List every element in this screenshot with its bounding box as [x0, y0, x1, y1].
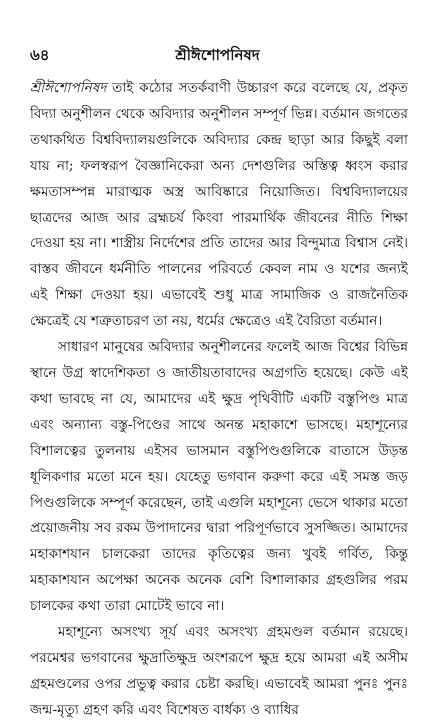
paragraph-text: তাই কঠোর সতর্কবাণী উচ্চারণ করে বলেছে যে, প্রকৃত বিদ্যা অনুশীলন থেকে অবিদ্যার অনুশীলন সম্পূর্ণ ভিন্ন। বর্তমান জগতের তথাকথিত বিশ্ববিদ্যালয়গুলিকে অবিদ্যার কেন্দ্র ছাড়া আর কিছুই বলা যায় না; ফলস্বরূপ বৈজ্ঞানিকেরা অন্য দেশগুলির অস্তিত্ব ধ্বংস করার ক্ষমতাসম্পন্ন মারাত্মক অস্ত্র আবিষ্কারে নিয়োজিত। বিশ্ববিদ্যালয়ের ছাত্রদের আজ আর ব্রহ্মচর্য কিংবা পারমার্থিক জীবনের নীতি শিক্ষা দেওয়া হয় না। শাস্ত্রীয় নির্দেশের প্রতি তাদের আর বিন্দুমাত্র বিশ্বাস নেই। বাস্তব জীবনে ধর্মনীতি পালনের পরিবর্তে কেবল নাম ও যশের জন্যই এই শিক্ষা দেওয়া হয়। এভাবেই শুধু মাত্র সামাজিক ও রাজনৈতিক ক্ষেত্রেই যে শত্রুতাচরণ তা নয়, ধর্মের ক্ষেত্রেও এই বৈরিতা বর্তমান। [30, 80, 408, 330]
paragraph-text: মহাশূন্যে অসংখ্য সূর্য এবং অসংখ্য গ্রহমণ্ডল বর্তমান রয়েছে। পরমেশ্বর ভগবানের ক্ষুদ্রাতিক্ষুদ্র অংশরূপে ক্ষুদ্র হয়ে আমরা এই অসীম গ্রহমণ্ডলের ওপর প্রভুত্ব করার চেষ্টা করছি। এভাবেই আমরা পুনঃ পুনঃ জন্ম-মৃত্যু গ্রহণ করি এবং বিশেষত বার্ধক্য ও ব্যাধির [30, 624, 408, 718]
page-header [30, 44, 405, 66]
paragraph [30, 335, 408, 620]
paragraph-text: সাধারণ মানুষের অবিদ্যার অনুশীলনের ফলেই আজ বিশ্বের বিভিন্ন স্থানে উগ্র স্বাদেশিকতা ও জাতীয়তাবাদের অগ্রগতি হয়েছে। কেউ এই কথা ভাবছে না যে, আমাদের এই ক্ষুদ্র পৃথিবীটি একটি বস্তুপিণ্ড মাত্র এবং অন্যান্য বস্তু-পিণ্ডের সাথে অনন্ত মহাকাশে ভাসছে। মহাশূন্যের বিশালত্বের তুলনায় এইসব ভাসমান বস্তুপিণ্ডগুলিকে বাতাসে উড়ন্ত ধূলিকণার মতো মনে হয়। যেহেতু ভগবান করুণা করে এই সমস্ত জড় পিণ্ডগুলিকে সম্পূর্ণ করেছেন, তাই এগুলি মহাশূন্যে ভেসে থাকার মতো প্রয়োজনীয় সব রকম উপাদানের দ্বারা পরিপূর্ণভাবে সুসজ্জিত। আমাদের মহাকাশযান চালকেরা তাদের কৃতিত্বের জন্য খুবই গর্বিত, কিন্তু মহাকাশযান অপেক্ষা অনেক অনেক বেশি বিশালাকার গ্রহগুলির পরম চালকের কথা তারা মোটেই ভাবে না। [30, 339, 408, 615]
paragraph-lead-title: শ্রীঈশোপনিষদ [30, 80, 107, 96]
running-title: শ্রীঈশোপনিষদ [175, 46, 260, 64]
paragraph [30, 620, 408, 724]
body-text [30, 76, 408, 724]
page-number: ৬৪ [30, 46, 50, 64]
paragraph [30, 76, 408, 335]
